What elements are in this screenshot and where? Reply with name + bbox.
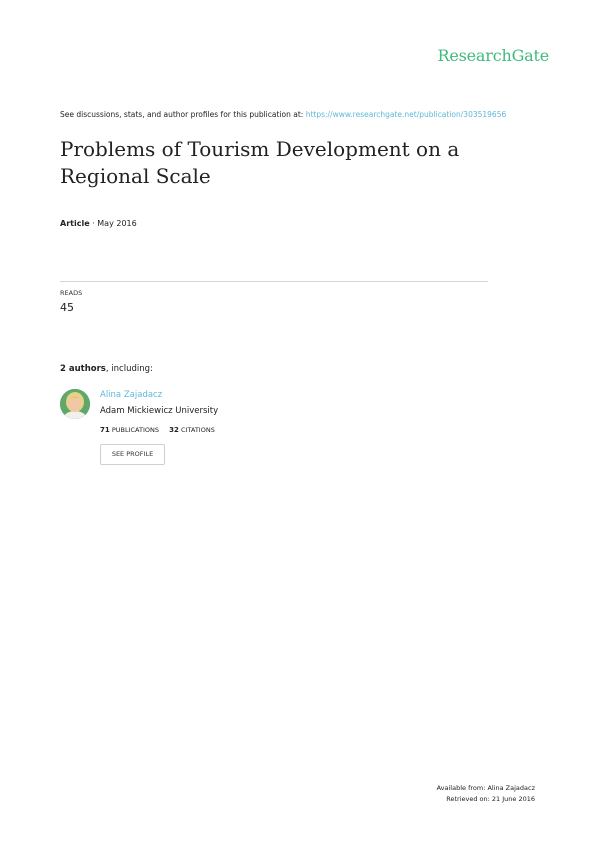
authors-heading (60, 364, 153, 374)
publication-title: Problems of Tourism Development on a Regional Scale (60, 137, 460, 188)
author-photo-icon (60, 389, 90, 419)
author-avatar[interactable] (60, 389, 90, 419)
retrieved-on: Retrieved on: 21 June 2016 (446, 795, 535, 803)
authors-count: 2 authors (60, 364, 106, 374)
reads-count: 45 (60, 301, 74, 314)
see-profile-button[interactable]: SEE PROFILE (100, 444, 165, 465)
publications-count: 71 (100, 426, 110, 434)
researchgate-logo[interactable]: ResearchGate (437, 46, 549, 65)
author-name-link[interactable]: Alina Zajadacz (100, 390, 163, 400)
available-from: Available from: Alina Zajadacz (436, 784, 535, 792)
publication-meta (60, 219, 137, 228)
publications-label: PUBLICATIONS (111, 426, 159, 434)
retrieval-footer (437, 783, 535, 805)
meta-separator: · (89, 219, 98, 228)
publication-link[interactable]: https://www.researchgate.net/publication/303519656 (305, 110, 507, 119)
citations-count: 32 (169, 426, 179, 434)
authors-heading-suffix: , including: (105, 364, 153, 374)
discussion-notice (60, 110, 506, 119)
citations-label: CITATIONS (180, 426, 215, 434)
section-divider (60, 281, 488, 282)
reads-label: READS (60, 289, 83, 297)
discussion-text: See discussions, stats, and author profiles for this publication at: (60, 110, 304, 119)
publication-date: May 2016 (97, 219, 137, 228)
author-institution: Adam Mickiewicz University (100, 406, 219, 416)
publication-type: Article (60, 219, 90, 228)
author-stats (100, 426, 215, 434)
